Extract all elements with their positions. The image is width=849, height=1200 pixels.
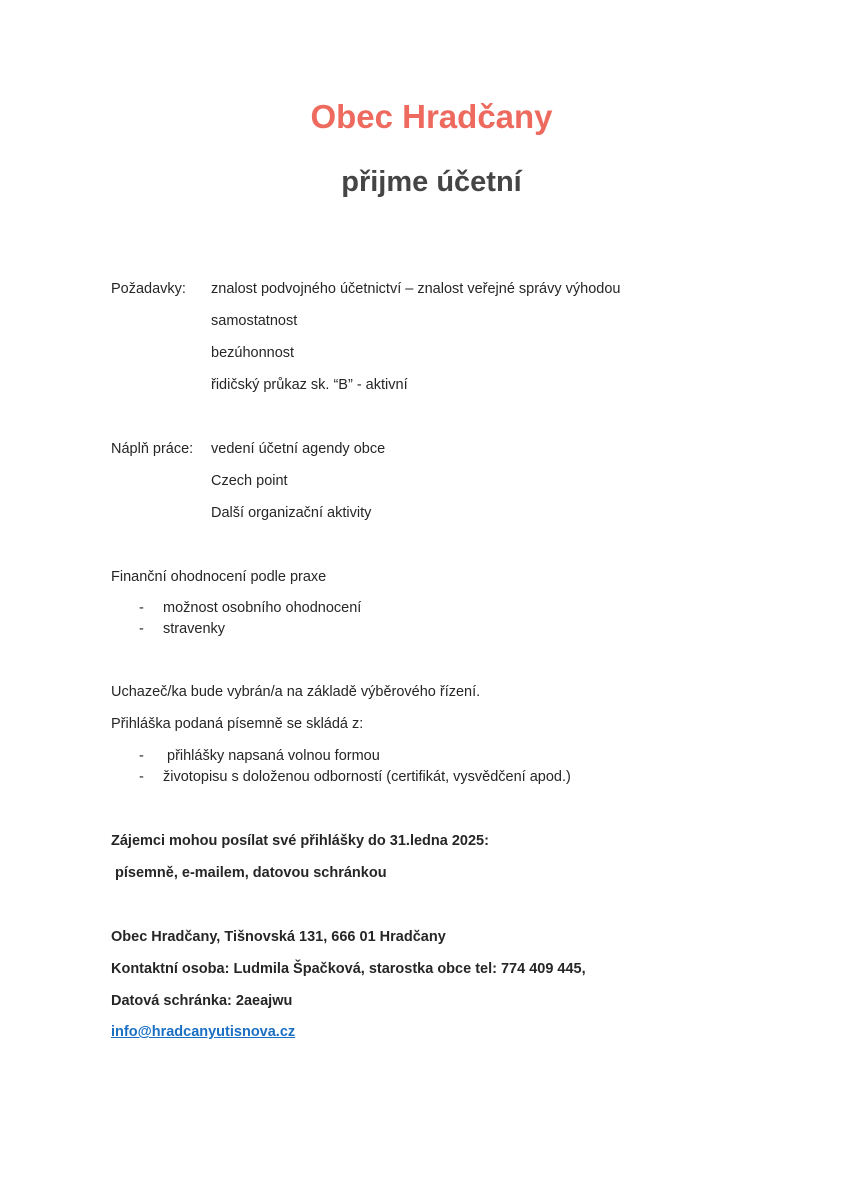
duty-item: vedení účetní agendy obce xyxy=(211,441,386,457)
application-heading: Přihláška podaná písemně se skládá z: xyxy=(111,716,364,732)
compensation-heading: Finanční ohodnocení podle praxe xyxy=(111,569,327,585)
contact-databox: Datová schránka: 2aeajwu xyxy=(111,993,293,1009)
requirement-item: řidičský průkaz sk. “B” - aktivní xyxy=(211,377,408,393)
duties-label: Náplň práce: xyxy=(111,441,194,457)
contact-address: Obec Hradčany, Tišnovská 131, 666 01 Hradčany xyxy=(111,929,446,945)
compensation-item: stravenky xyxy=(163,621,226,637)
deadline-text: Zájemci mohou posílat své přihlášky do 31.ledna 2025: xyxy=(111,833,489,849)
contact-email-link[interactable]: info@hradcanyutisnova.cz xyxy=(111,1024,296,1040)
duty-item: Czech point xyxy=(211,473,288,489)
contact-person: Kontaktní osoba: Ludmila Špačková, starostka obce tel: 774 409 445, xyxy=(111,961,586,977)
submission-methods: písemně, e-mailem, datovou schránkou xyxy=(115,865,387,881)
compensation-dash: - xyxy=(139,621,144,637)
duty-item: Další organizační aktivity xyxy=(211,505,372,521)
requirement-item: znalost podvojného účetnictví – znalost veřejné správy výhodou xyxy=(211,281,621,297)
requirement-item: bezúhonnost xyxy=(211,345,295,361)
requirements-label: Požadavky: xyxy=(111,281,186,297)
compensation-dash: - xyxy=(139,600,144,616)
application-dash: - xyxy=(139,748,144,764)
page-title: Obec Hradčany xyxy=(310,98,553,135)
requirement-item: samostatnost xyxy=(211,313,298,329)
page-subtitle: přijme účetní xyxy=(341,166,522,198)
selection-text: Uchazeč/ka bude vybrán/a na základě výběrového řízení. xyxy=(111,684,481,700)
compensation-item: možnost osobního ohodnocení xyxy=(163,600,362,616)
application-item: přihlášky napsaná volnou formou xyxy=(167,748,380,764)
application-item: životopisu s doloženou odborností (certifikát, vysvědčení apod.) xyxy=(163,769,571,785)
application-dash: - xyxy=(139,769,144,785)
